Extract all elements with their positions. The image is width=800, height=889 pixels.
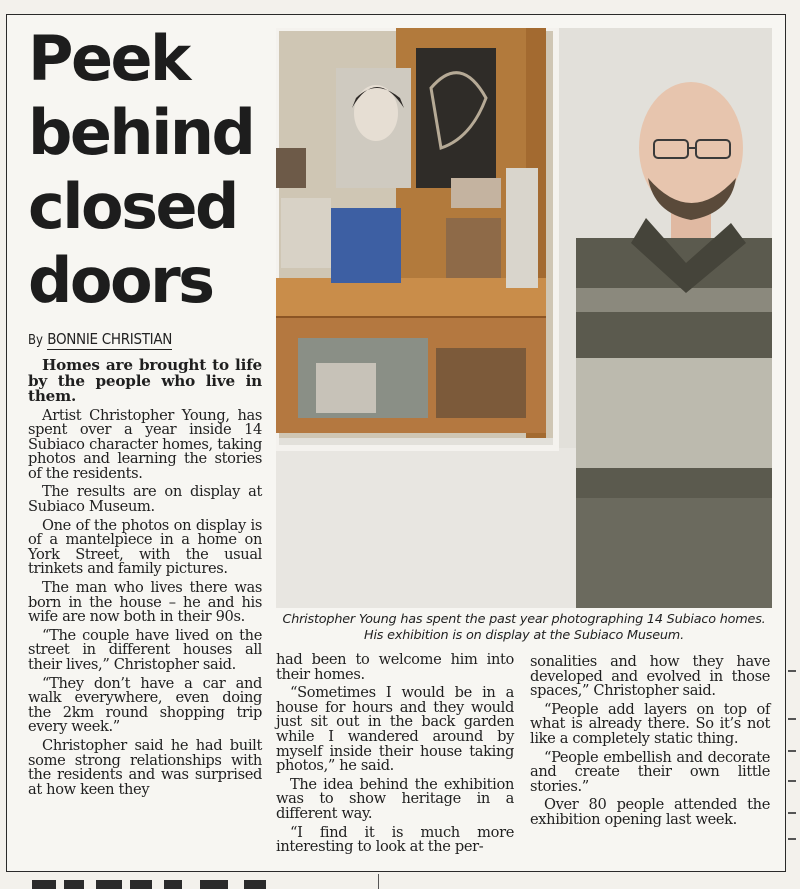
headline-line: closed — [28, 170, 237, 243]
text-column-1 — [28, 358, 262, 801]
lead-paragraph: Homes are brought to life by the people who live in them. — [28, 356, 262, 405]
glyph-fragment — [32, 880, 56, 889]
text-column-3 — [530, 655, 770, 832]
glyph-fragment — [200, 880, 228, 889]
paragraph: “Sometimes I would be in a house for hours and they would just sit out in the back garden while I wandered around by myself inside their house taking photos,” he said. — [276, 684, 514, 775]
paragraph: Christopher said he had built some strong relationships with the residents and was surprised at how keen they — [28, 736, 262, 798]
adjacent-page-edge — [784, 630, 800, 850]
glyph-fragment — [244, 880, 266, 889]
column-divider — [378, 874, 379, 889]
paragraph: Artist Christopher Young, has spent over a year inside 14 Subiaco character homes, taking photos and learning the stories of the residents. — [28, 406, 262, 482]
paragraph: “People embellish and decorate and create their own little stories.” — [530, 748, 770, 795]
paragraph: “The couple have lived on the street in different houses all their lives,” Christopher said. — [28, 626, 262, 673]
glyph-fragment — [96, 880, 122, 889]
photo-illustration — [276, 28, 772, 608]
paragraph: “They don’t have a car and walk everywhere, even doing the 2km round shopping trip every week.” — [28, 674, 262, 736]
paragraph: had been to welcome him into their homes. — [276, 651, 514, 683]
glyph-fragment — [164, 880, 182, 889]
headline-line: behind — [28, 96, 254, 169]
headline-line: Peek — [28, 22, 189, 95]
paragraph: sonalities and how they have developed and evolved in those spaces,” Christopher said. — [530, 653, 770, 700]
glyph-fragment — [130, 880, 152, 889]
headline-line: doors — [28, 244, 213, 317]
article-photo — [276, 28, 772, 608]
paragraph: “People add layers on top of what is already there. So it’s not like a completely static thing. — [530, 700, 770, 747]
photo-caption: Christopher Young has spent the past year photographing 14 Subiaco homes. His exhibition is on display at the Subiaco Museum. — [282, 612, 766, 643]
paragraph: “I find it is much more interesting to look at the per- — [276, 823, 514, 856]
paragraph: Over 80 people attended the exhibition opening last week. — [530, 796, 770, 828]
text-column-2 — [276, 653, 514, 859]
paragraph: The results are on display at Subiaco Museum. — [28, 483, 262, 516]
paragraph: One of the photos on display is of a mantelpiece in a home on York Street, with the usual trinkets and family pictures. — [28, 516, 262, 578]
headline — [28, 22, 278, 318]
byline-prefix: By — [28, 333, 43, 348]
paragraph: The man who lives there was born in the house – he and his wife are now both in their 90s. — [28, 579, 262, 626]
byline-author: BONNIE CHRISTIAN — [47, 330, 173, 348]
next-article-headline-fragment — [14, 874, 314, 889]
paragraph: The idea behind the exhibition was to show heritage in a different way. — [276, 775, 514, 822]
byline — [28, 330, 172, 348]
glyph-fragment — [64, 880, 84, 889]
